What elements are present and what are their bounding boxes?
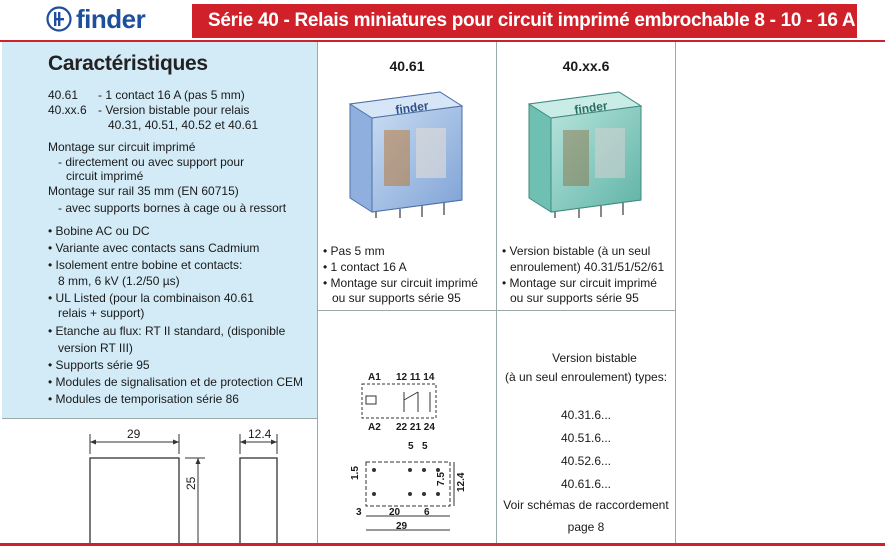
feature-text: Isolement entre bobine et contacts: — [55, 258, 243, 272]
feature-text: version RT III) — [58, 341, 133, 355]
bullet-text: Montage sur circuit imprimé — [509, 276, 657, 290]
code: 40.xx.6 — [48, 103, 87, 117]
type-item: 40.52.6... — [560, 454, 612, 468]
dim-20: 20 — [389, 507, 401, 518]
bullet-text: ou sur supports série 95 — [510, 291, 639, 305]
pin-a2: A2 — [368, 422, 381, 433]
mounting-line: - avec supports bornes à cage ou à ressort — [58, 201, 287, 215]
feature-item: • UL Listed (pour la combinaison 40.61 — [48, 291, 254, 305]
feature-text: 8 mm, 6 kV (1.2/50 µs) — [58, 274, 180, 288]
bullet-item: • Montage sur circuit imprimé — [323, 276, 478, 290]
type-item: 40.61.6... — [560, 477, 612, 491]
pin-a1: A1 — [368, 372, 381, 383]
feature-item: • Modules de temporisation série 86 — [48, 392, 239, 406]
feature-text: Modules de temporisation série 86 — [55, 392, 239, 406]
bullet-item: • 1 contact 16 A — [323, 260, 407, 274]
pins-top: 12 11 14 — [396, 372, 435, 383]
feature-text: Variante avec contacts sans Cadmium — [55, 241, 260, 255]
mounting-line: Montage sur circuit imprimé — [48, 140, 196, 154]
dim-6: 6 — [424, 507, 430, 518]
finder-logo — [46, 4, 145, 34]
feature-item: • Etanche au flux: RT II standard, (disponible — [48, 324, 286, 338]
svg-text:finder: finder — [394, 98, 430, 117]
type-item: 40.51.6... — [560, 431, 612, 445]
mounting-line: - directement ou avec support pour — [58, 155, 245, 169]
code-line — [48, 103, 249, 118]
column-divider — [317, 42, 318, 544]
type-item: 40.31.6... — [560, 408, 612, 422]
feature-item: • Modules de signalisation et de protection CEM — [48, 375, 304, 389]
bullet-text: Montage sur circuit imprimé — [330, 276, 478, 290]
row-divider — [317, 310, 675, 311]
relay-40-61-photo — [336, 84, 476, 220]
dim-5b: 5 — [422, 441, 428, 452]
code-line — [48, 88, 245, 103]
feature-text: relais + support) — [58, 306, 145, 320]
brand-name: finder — [76, 3, 146, 34]
feature-text: Modules de signalisation et de protection CEM — [55, 375, 304, 389]
relay-40-xx-6-photo — [515, 84, 655, 220]
feature-text: Supports série 95 — [55, 358, 150, 372]
row-divider — [2, 418, 317, 419]
dim-7-5: 7.5 — [436, 472, 447, 486]
bullet-item: • Montage sur circuit imprimé — [502, 276, 657, 290]
feature-item: • Bobine AC ou DC — [48, 224, 150, 238]
page-title: Série 40 - Relais miniatures pour circuit imprimé embrochable 8 - 10 - 16 A — [192, 4, 857, 38]
bullet-text: 1 contact 16 A — [330, 260, 407, 274]
code: 40.61 — [48, 88, 79, 102]
finder-logo-icon — [46, 6, 72, 32]
dim-3: 3 — [356, 507, 362, 518]
connection-note: Voir schémas de raccordement — [503, 498, 669, 512]
wiring-schematic — [344, 366, 464, 538]
characteristics-title: Caractéristiques — [48, 52, 208, 75]
dim-width: 29 — [127, 427, 141, 441]
dim-29: 29 — [396, 521, 408, 532]
feature-text: Bobine AC ou DC — [55, 224, 150, 238]
bullet-text: Pas 5 mm — [330, 244, 385, 258]
bullet-text: ou sur supports série 95 — [332, 291, 461, 305]
mounting-line: Montage sur rail 35 mm (EN 60715) — [48, 184, 239, 198]
bullet-text: enroulement) 40.31/51/52/61 — [510, 260, 665, 274]
feature-item: • Isolement entre bobine et contacts: — [48, 258, 243, 272]
feature-item: • Variante avec contacts sans Cadmium — [48, 241, 260, 255]
dim-5a: 5 — [408, 441, 414, 452]
dim-height: 25 — [184, 476, 198, 490]
connection-note-page: page 8 — [567, 520, 605, 534]
column-divider — [675, 42, 676, 544]
dim-depth: 12.4 — [248, 427, 272, 441]
dim-1-5: 1.5 — [350, 466, 361, 480]
column-head-40-xx-6: 40.xx.6 — [562, 58, 610, 74]
code-continuation: 40.31, 40.51, 40.52 et 40.61 — [108, 118, 259, 132]
bullet-item: • Pas 5 mm — [323, 244, 385, 258]
mounting-line: circuit imprimé — [66, 169, 144, 183]
feature-item: • Supports série 95 — [48, 358, 150, 372]
code-text: - Version bistable pour relais — [98, 103, 250, 117]
bistable-title: Version bistable — [552, 351, 637, 365]
bullet-item: • Version bistable (à un seul — [502, 244, 651, 258]
bullet-text: Version bistable (à un seul — [509, 244, 651, 258]
feature-text: Etanche au flux: RT II standard, (disponible — [55, 324, 286, 338]
column-head-40-61: 40.61 — [389, 58, 425, 74]
code-text: - 1 contact 16 A (pas 5 mm) — [98, 88, 245, 102]
svg-text:finder: finder — [573, 98, 609, 117]
bistable-subtitle: (à un seul enroulement) types: — [504, 370, 668, 384]
pins-bottom: 22 21 24 — [396, 422, 435, 433]
dim-12-4: 12.4 — [456, 472, 467, 492]
feature-text: UL Listed (pour la combinaison 40.61 — [55, 291, 254, 305]
